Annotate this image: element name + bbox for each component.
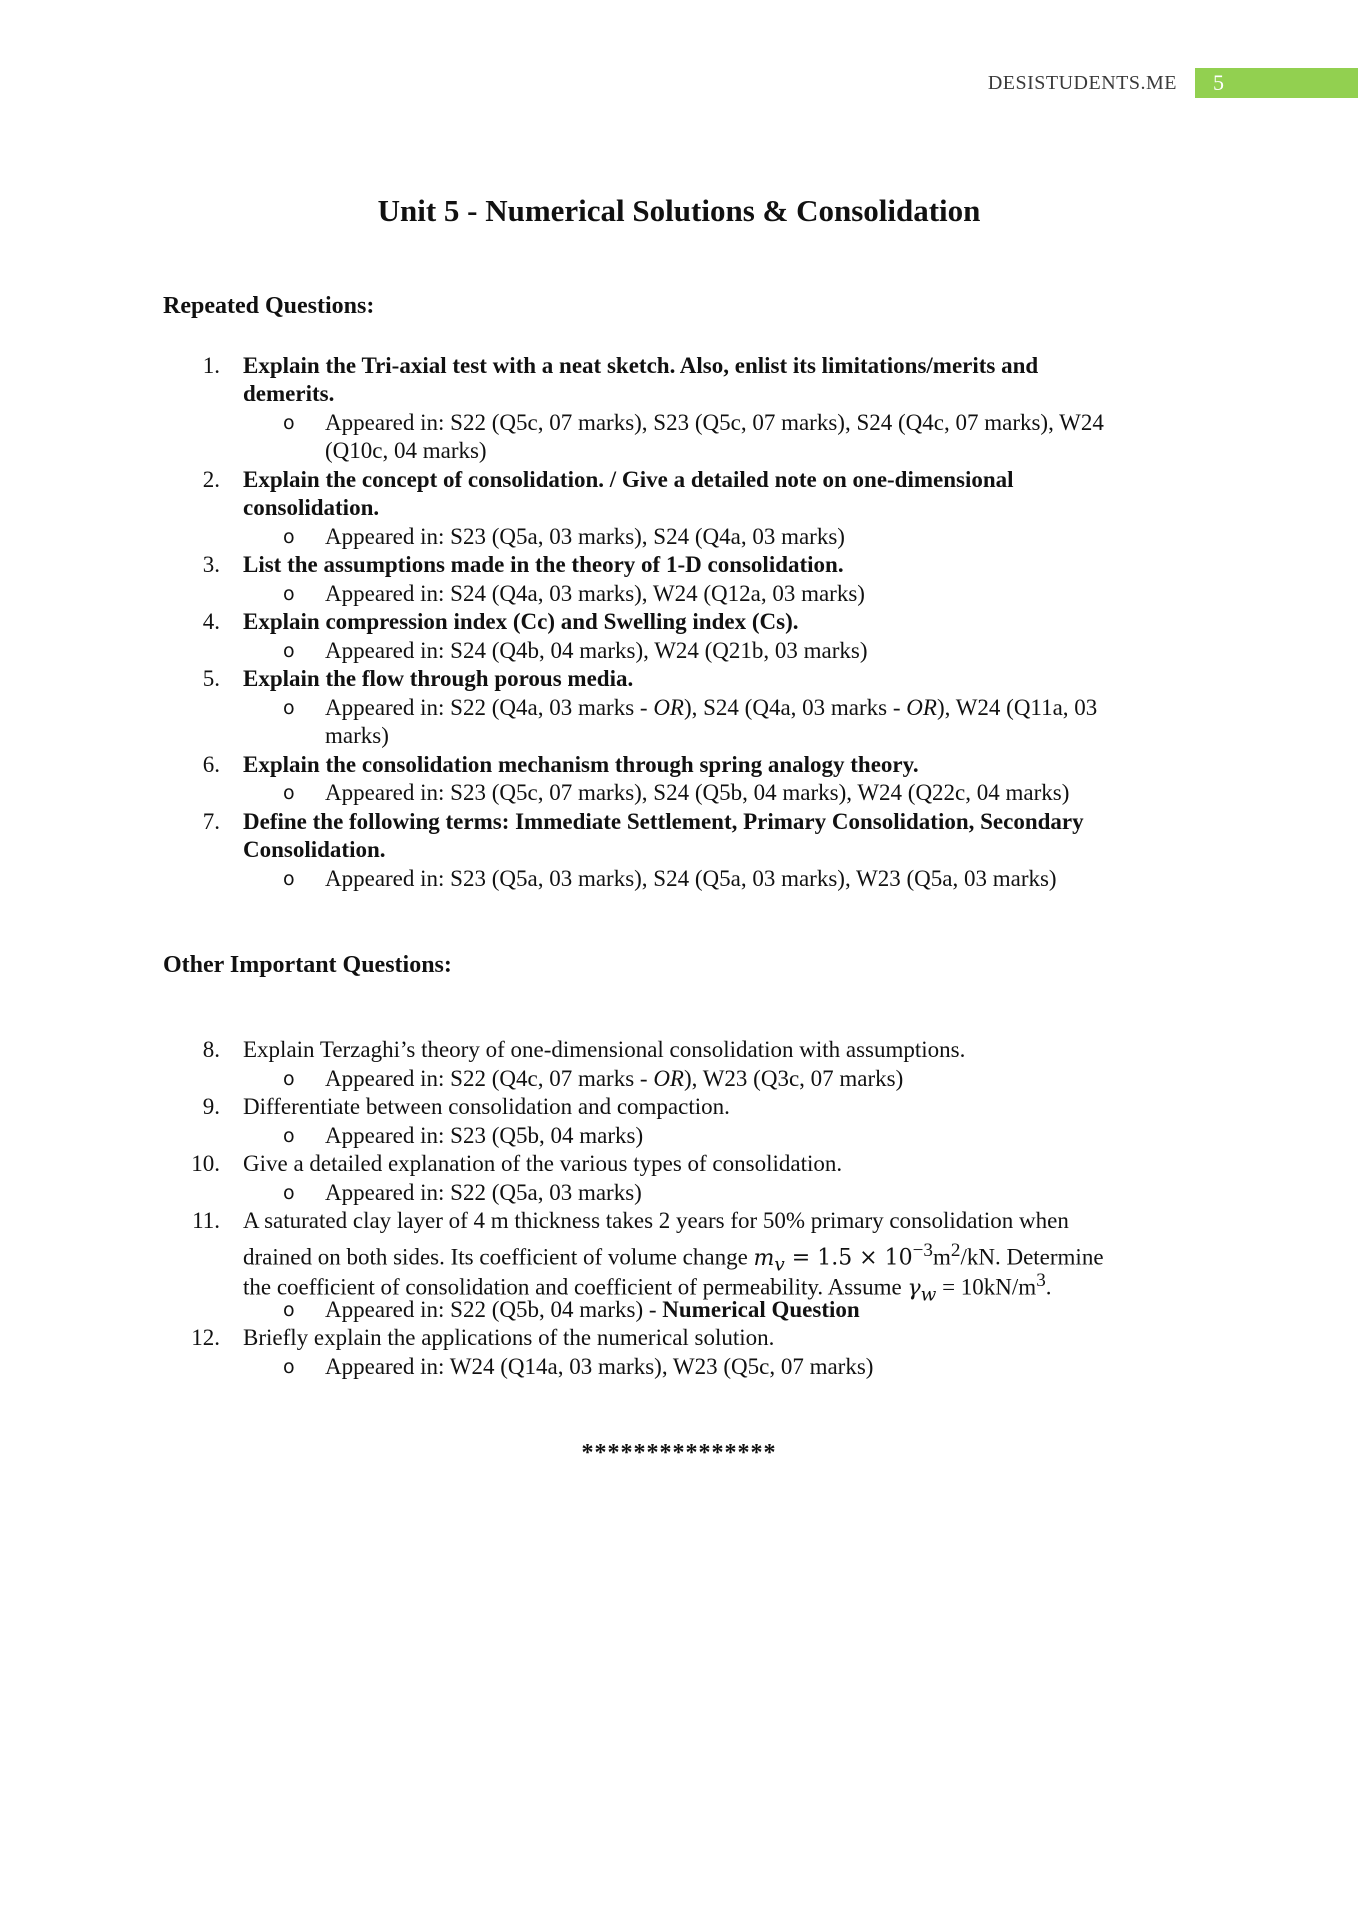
bullet-icon: o <box>283 412 295 434</box>
bullet-icon: o <box>283 868 295 890</box>
question-number: 12. <box>191 1325 220 1350</box>
question-text-line: Explain the concept of consolidation. / Give a detailed note on one-dimensional <box>243 467 1014 492</box>
question-text-line: Explain the consolidation mechanism through spring analogy theory. <box>243 752 919 777</box>
question-number: 1. <box>202 353 220 378</box>
page-number: 5 <box>1195 68 1358 98</box>
appearance-text: Appeared in: S23 (Q5a, 03 marks), S24 (Q4a, 03 marks) <box>325 524 845 549</box>
appearance-text: Appeared in: S23 (Q5b, 04 marks) <box>325 1123 644 1148</box>
question-text-line: drained on both sides. Its coefficient of volume change $m_v = 1.5 \times 10^{-3}m^2/kN$. Determine <box>243 1240 1104 1276</box>
appearance-text: Appeared in: S22 (Q5c, 07 marks), S23 (Q5c, 07 marks), S24 (Q4c, 07 marks), W24 <box>325 410 1104 435</box>
question-number: 7. <box>202 809 220 834</box>
appearance-text: Appeared in: S24 (Q4b, 04 marks), W24 (Q21b, 03 marks) <box>325 638 868 663</box>
question-number: 3. <box>202 552 220 577</box>
question-text-line: Define the following terms: Immediate Settlement, Primary Consolidation, Secondary <box>243 809 1084 834</box>
question-text-line: List the assumptions made in the theory of 1-D consolidation. <box>243 552 844 577</box>
question-number: 6. <box>202 752 220 777</box>
gamma-w-symbol: $\gamma_w$ <box>907 1275 937 1306</box>
or-note: OR <box>906 695 937 720</box>
appearance-text: Appeared in: S22 (Q4c, 07 marks - OR), W23 (Q3c, 07 marks) <box>325 1066 904 1091</box>
question-number: 9. <box>202 1094 220 1119</box>
other-questions-heading: Other Important Questions: <box>163 952 452 978</box>
page-header <box>988 68 1358 98</box>
question-text-line: Give a detailed explanation of the various types of consolidation. <box>243 1151 843 1176</box>
question-text-line: Explain the flow through porous media. <box>243 666 634 691</box>
or-note: OR <box>653 1066 684 1091</box>
bullet-icon: o <box>283 526 295 548</box>
mv-symbol: $m_v$ <box>753 1245 785 1276</box>
appearance-text: Appeared in: S22 (Q4a, 03 marks - OR), S24 (Q4a, 03 marks - OR), W24 (Q11a, 03 <box>325 695 1098 720</box>
site-name: DESISTUDENTS.ME <box>987 71 1177 94</box>
bullet-icon: o <box>283 640 295 662</box>
appearance-text: Appeared in: S23 (Q5a, 03 marks), S24 (Q5a, 03 marks), W23 (Q5a, 03 marks) <box>325 866 1057 891</box>
appearance-text: Appeared in: S23 (Q5c, 07 marks), S24 (Q5b, 04 marks), W24 (Q22c, 04 marks) <box>325 780 1070 805</box>
appearance-text: (Q10c, 04 marks) <box>325 438 487 463</box>
appearance-text: Appeared in: S22 (Q5b, 04 marks) - Numerical Question <box>325 1297 860 1322</box>
end-separator: *************** <box>581 1440 777 1466</box>
question-number: 8. <box>202 1037 220 1062</box>
question-text-line: Briefly explain the applications of the numerical solution. <box>243 1325 775 1350</box>
repeated-questions-heading: Repeated Questions: <box>163 293 375 319</box>
appearance-text: Appeared in: S22 (Q5a, 03 marks) <box>325 1180 642 1205</box>
numerical-question-tag: Numerical Question <box>662 1297 860 1322</box>
page-title: Unit 5 - Numerical Solutions & Consolidation <box>377 193 981 228</box>
question-text-line: A saturated clay layer of 4 m thickness takes 2 years for 50% primary consolidation when <box>243 1208 1069 1233</box>
bullet-icon: o <box>283 1299 295 1321</box>
question-text-line: Explain compression index (Cc) and Swelling index (Cs). <box>243 609 799 634</box>
question-text-line: consolidation. <box>243 495 380 520</box>
question-text-line: Differentiate between consolidation and compaction. <box>243 1094 730 1119</box>
question-number: 11. <box>192 1208 220 1233</box>
question-text-line: demerits. <box>243 381 335 406</box>
bullet-icon: o <box>283 1125 295 1147</box>
question-number: 10. <box>191 1151 220 1176</box>
question-text-line: Consolidation. <box>243 837 386 862</box>
question-number: 4. <box>202 609 220 634</box>
question-text-line: the coefficient of consolidation and coefficient of permeability. Assume $\gamma_w = 10kN/m^3$. <box>243 1270 1052 1306</box>
bullet-icon: o <box>283 697 295 719</box>
question-text-line: Explain the Tri-axial test with a neat sketch. Also, enlist its limitations/merits and <box>243 353 1039 378</box>
appearance-text: Appeared in: W24 (Q14a, 03 marks), W23 (Q5c, 07 marks) <box>325 1354 874 1379</box>
question-number: 5. <box>202 666 220 691</box>
question-number: 2. <box>202 467 220 492</box>
bullet-icon: o <box>283 782 295 804</box>
appearance-text: Appeared in: S24 (Q4a, 03 marks), W24 (Q12a, 03 marks) <box>325 581 865 606</box>
question-text-line: Explain Terzaghi’s theory of one-dimensional consolidation with assumptions. <box>243 1037 966 1062</box>
bullet-icon: o <box>283 1068 295 1090</box>
bullet-icon: o <box>283 1182 295 1204</box>
appearance-text: marks) <box>325 723 389 748</box>
bullet-icon: o <box>283 583 295 605</box>
or-note: OR <box>653 695 684 720</box>
bullet-icon: o <box>283 1356 295 1378</box>
